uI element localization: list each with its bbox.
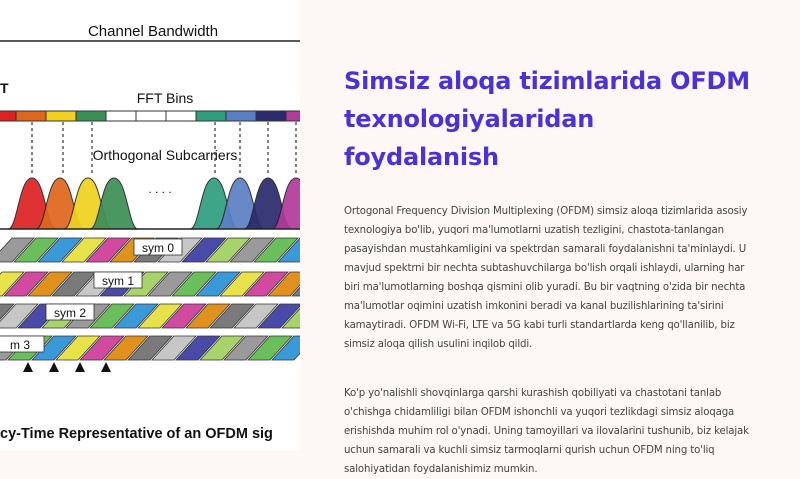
fft-bin [256, 111, 286, 121]
fft-bin [286, 111, 300, 121]
time-arrows [23, 362, 111, 372]
fft-bin [16, 111, 46, 121]
fft-bin [46, 111, 76, 121]
symbol-rows [0, 238, 300, 360]
symbol-label: sym 0 [141, 241, 175, 255]
symbol-label: m 3 [9, 338, 31, 352]
article-paragraph-1: Ortogonal Frequency Division Multiplexing (OFDM) simsiz aloqa tizimlarida asosiy texnologiya bo'lib, yuqori ma'lumotlarni uzatish tezligini, chastota-tanlangan pasayishdan mustahkamligini va spektrdan samarali foydalanishni ta'minlaydi. U mavjud spektrni bir nechta subtashuvchilarga bo'lish orqali ishlaydi, ularning har biri ma'lumotlarning boshqa qismini olib yuradi. Bu bir vaqtning o'zida bir nechta ma'lumotlar oqimini uzatish imkonini beradi va kanal buzilishlarining ta'sirini kamaytiradi. OFDM Wi-Fi, LTE va 5G kabi turli standartlarda keng qo'llanilib, biz simsiz aloqa qilish usulini inqilob qildi. [344, 206, 748, 350]
fft-bin [226, 111, 256, 121]
symbol-label: sym 2 [53, 306, 87, 320]
symbol-row [0, 336, 300, 360]
fft-bin [196, 111, 226, 121]
channel-bandwidth-label: Channel Bandwidth [87, 23, 219, 40]
fft-bin [106, 111, 136, 121]
article-paragraph-2: Ko'p yo'nalishli shovqinlarga qarshi kurashish qobiliyati va chastotani tanlab o'chishga chidamliligi bilan OFDM ishonchli va yuqori tezlikdagi simsiz aloqaga erishishda muhim rol o'ynadi. Uning tamoyillari va ilovalarini tushunib, biz kelajak uchun samarali va kuchli simsiz tarmoqlarni qurish uchun OFDM ning to'liq salohiyatidan foydalanishimiz mumkin. [344, 388, 749, 475]
figure-caption: cy-Time Representative of an OFDM sig [0, 426, 273, 442]
arrow-head [49, 362, 59, 372]
ofdm-diagram [0, 0, 300, 450]
fft-bin [166, 111, 196, 121]
subcarrier-ellipsis: . . . . [148, 182, 172, 196]
symbol-label: sym 1 [101, 274, 135, 288]
article [344, 62, 754, 479]
symbol-row [0, 304, 300, 328]
symbol-row [0, 238, 300, 262]
orthogonal-subcarriers-label: Orthogonal Subcarriers [92, 147, 238, 163]
arrow-head [101, 362, 111, 372]
fft-bin [76, 111, 106, 121]
fft-label: T [0, 80, 9, 96]
fft-bins-bar [0, 111, 300, 121]
fft-bin [136, 111, 166, 121]
arrow-head [23, 362, 33, 372]
symbol-row [0, 272, 300, 296]
article-title: Simsiz aloqa tizimlarida OFDM texnologiyalaridan foydalanish [344, 67, 750, 171]
arrow-head [75, 362, 85, 372]
fft-bins-label: FFT Bins [136, 90, 194, 106]
fft-bin [0, 111, 16, 121]
